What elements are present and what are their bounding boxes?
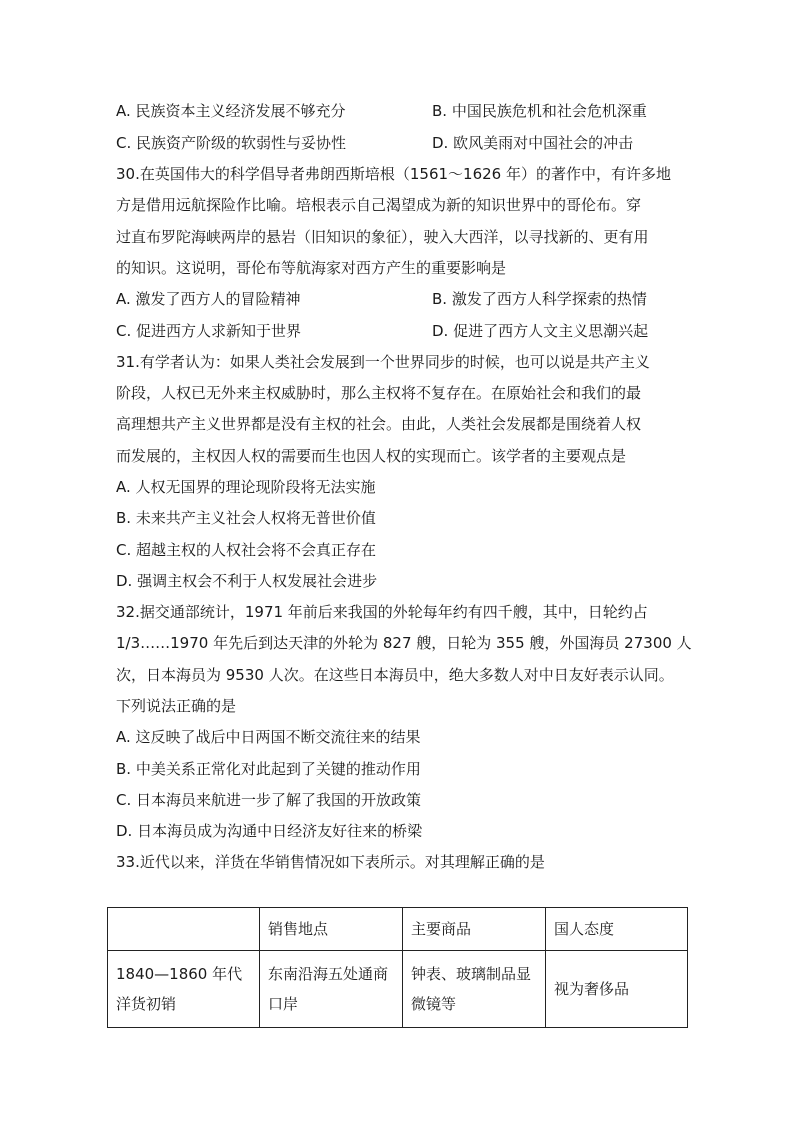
prev-option-d: D. 欧风美雨对中国社会的冲击: [432, 134, 634, 152]
q31-stem-line-1: 31.有学者认为：如果人类社会发展到一个世界同步的时候，也可以说是共产主义: [116, 353, 650, 371]
table-cell-location: 东南沿海五处通商口岸: [260, 951, 403, 1028]
prev-option-c: C. 民族资产阶级的软弱性与妥协性: [116, 134, 347, 152]
q30-stem-line-3: 过直布罗陀海峡两岸的悬岩（旧知识的象征），驶入大西洋，以寻找新的、更有用: [116, 228, 649, 246]
q30-stem-line-1: 30.在英国伟大的科学倡导者弗朗西斯培根（1561～1626 年）的著作中，有许多地: [116, 165, 671, 183]
q31-stem-line-2: 阶段，人权已无外来主权威胁时，那么主权将不复存在。在原始社会和我们的最: [116, 384, 642, 402]
table-row: [108, 951, 688, 1028]
q31-option-b: B. 未来共产主义社会人权将无普世价值: [116, 509, 376, 527]
q32-stem-line-2: 1/3……1970 年先后到达天津的外轮为 827 艘，日轮为 355 艘，外国海员 27300 人: [116, 634, 692, 652]
q30-option-d: D. 促进了西方人文主义思潮兴起: [432, 322, 649, 340]
q32-stem-line-1: 32.据交通部统计，1971 年前后来我国的外轮每年约有四千艘，其中，日轮约占: [116, 603, 648, 621]
table-header-cell: 主要商品: [403, 908, 546, 951]
table-cell-period: 1840—1860 年代洋货初销: [108, 951, 260, 1028]
table-header-cell: 销售地点: [260, 908, 403, 951]
q31-option-c: C. 超越主权的人权社会将不会真正存在: [116, 541, 377, 559]
q31-option-d: D. 强调主权会不利于人权发展社会进步: [116, 572, 378, 590]
table-cell-attitude: 视为奢侈品: [546, 951, 688, 1028]
q32-option-d: D. 日本海员成为沟通中日经济友好往来的桥梁: [116, 822, 423, 840]
q30-option-b: B. 激发了西方人科学探索的热情: [432, 290, 647, 308]
q30-stem-line-4: 的知识。这说明，哥伦布等航海家对西方产生的重要影响是: [116, 259, 507, 277]
prev-option-a: A. 民族资本主义经济发展不够充分: [116, 102, 346, 120]
q32-stem-line-4: 下列说法正确的是: [116, 697, 237, 715]
table-header-cell: [108, 908, 260, 951]
table-header-row: [108, 908, 688, 951]
q31-stem-line-4: 而发展的，主权因人权的需要而生也因人权的实现而亡。该学者的主要观点是: [116, 447, 627, 465]
q30-option-c: C. 促进西方人求新知于世界: [116, 322, 302, 340]
q33-stem: 33.近代以来，洋货在华销售情况如下表所示。对其理解正确的是: [116, 853, 545, 871]
table-cell-goods: 钟表、玻璃制品显微镜等: [403, 951, 546, 1028]
q30-option-a: A. 激发了西方人的冒险精神: [116, 290, 301, 308]
q32-option-b: B. 中美关系正常化对此起到了关键的推动作用: [116, 760, 421, 778]
prev-option-b: B. 中国民族危机和社会危机深重: [432, 102, 647, 120]
q30-stem-line-2: 方是借用远航探险作比喻。培根表示自己渴望成为新的知识世界中的哥伦布。穿: [116, 196, 642, 214]
q32-stem-line-3: 次，日本海员为 9530 人次。在这些日本海员中，绝大多数人对中日友好表示认同。: [116, 666, 674, 684]
q32-option-c: C. 日本海员来航进一步了解了我国的开放政策: [116, 791, 422, 809]
q32-option-a: A. 这反映了战后中日两国不断交流往来的结果: [116, 728, 421, 746]
q31-stem-line-3: 高理想共产主义世界都是没有主权的社会。由此，人类社会发展都是围绕着人权: [116, 415, 642, 433]
q33-table: [107, 907, 688, 1028]
q31-option-a: A. 人权无国界的理论现阶段将无法实施: [116, 478, 376, 496]
table-header-cell: 国人态度: [546, 908, 688, 951]
